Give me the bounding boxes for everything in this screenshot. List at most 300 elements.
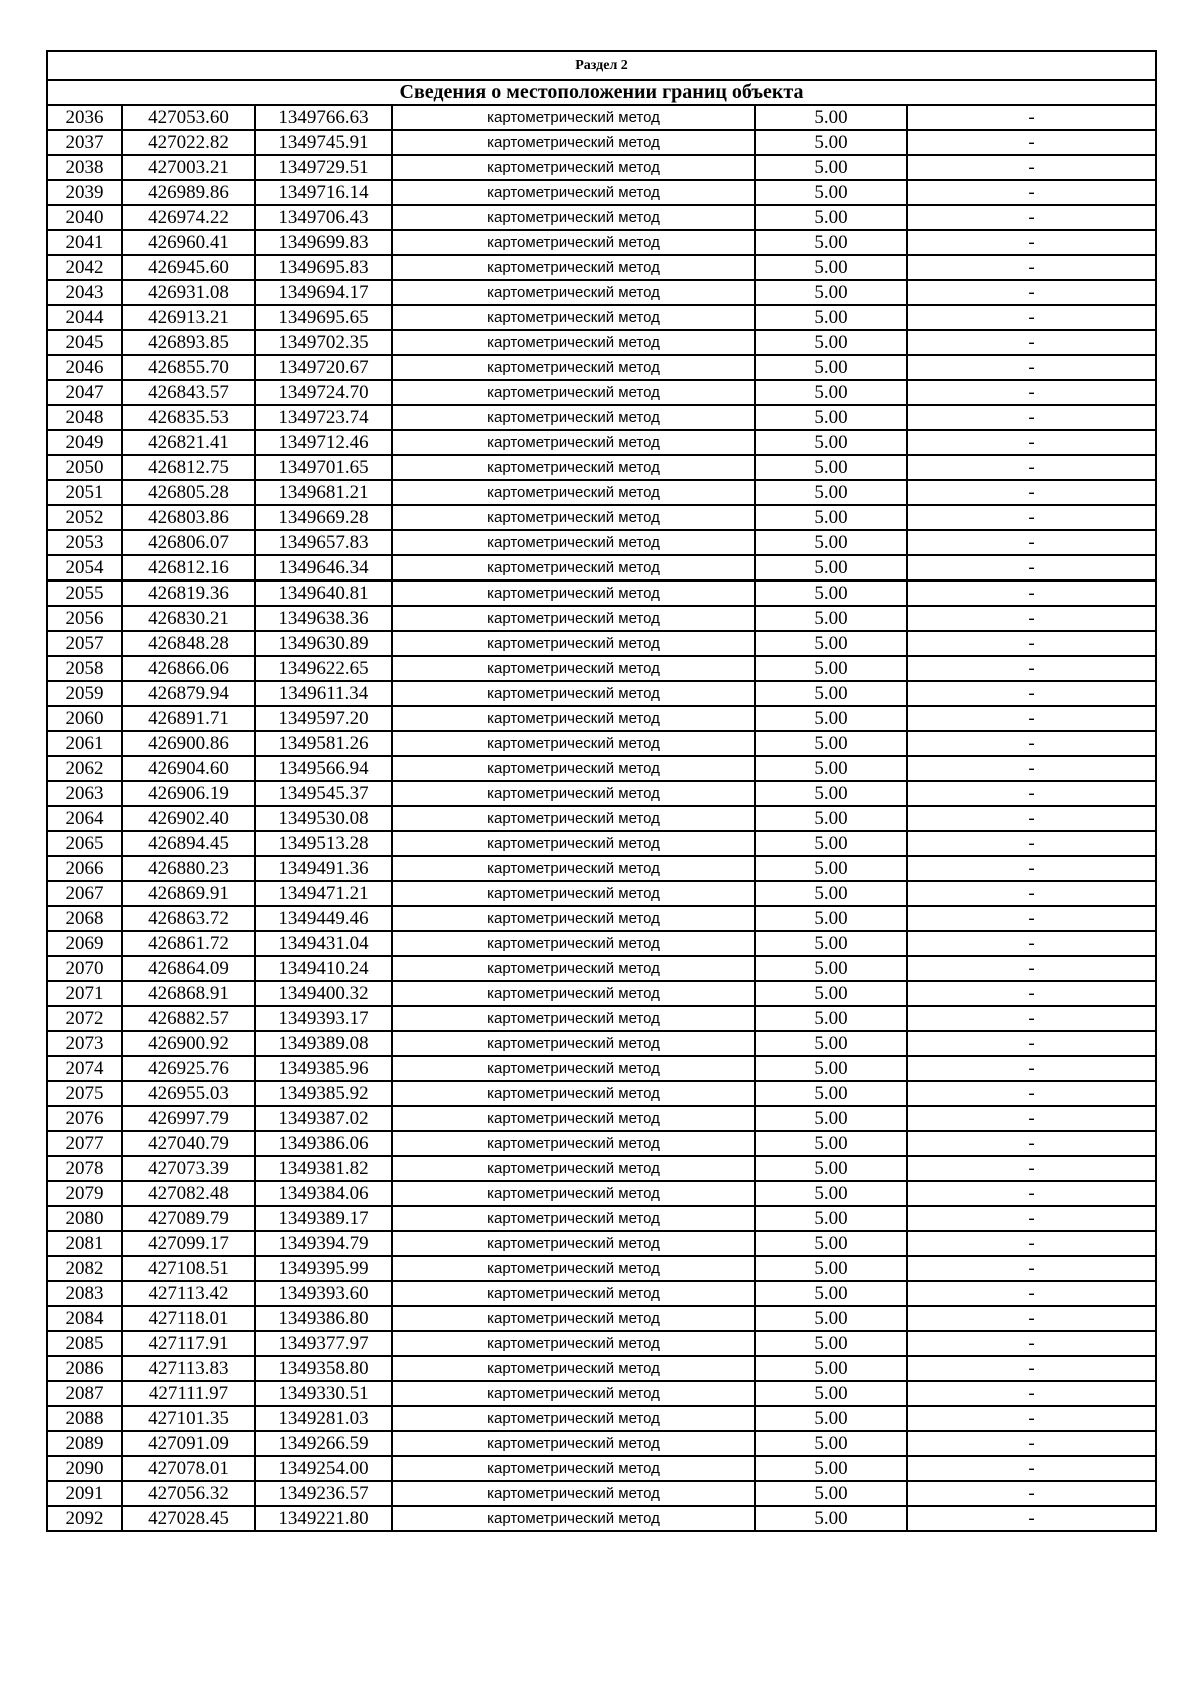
method-cell: картометрический метод bbox=[392, 380, 755, 405]
accuracy-cell: 5.00 bbox=[755, 631, 907, 656]
x-coordinate-cell: 426863.72 bbox=[122, 906, 255, 931]
y-coordinate-cell: 1349702.35 bbox=[255, 330, 392, 355]
table-row bbox=[47, 305, 1156, 330]
accuracy-cell: 5.00 bbox=[755, 1106, 907, 1131]
x-coordinate-cell: 426803.86 bbox=[122, 505, 255, 530]
note-cell: - bbox=[907, 155, 1156, 180]
x-coordinate-cell: 426989.86 bbox=[122, 180, 255, 205]
note-cell: - bbox=[907, 831, 1156, 856]
note-cell: - bbox=[907, 1156, 1156, 1181]
x-coordinate-cell: 426821.41 bbox=[122, 430, 255, 455]
y-coordinate-cell: 1349393.17 bbox=[255, 1006, 392, 1031]
y-coordinate-cell: 1349385.96 bbox=[255, 1056, 392, 1081]
table-row bbox=[47, 1031, 1156, 1056]
method-cell: картометрический метод bbox=[392, 706, 755, 731]
table-row bbox=[47, 330, 1156, 355]
point-number-cell: 2062 bbox=[47, 756, 122, 781]
note-cell: - bbox=[907, 355, 1156, 380]
point-number-cell: 2078 bbox=[47, 1156, 122, 1181]
table-row bbox=[47, 1281, 1156, 1306]
x-coordinate-cell: 427101.35 bbox=[122, 1406, 255, 1431]
accuracy-cell: 5.00 bbox=[755, 1281, 907, 1306]
method-cell: картометрический метод bbox=[392, 1356, 755, 1381]
x-coordinate-cell: 427108.51 bbox=[122, 1256, 255, 1281]
accuracy-cell: 5.00 bbox=[755, 1031, 907, 1056]
y-coordinate-cell: 1349701.65 bbox=[255, 455, 392, 480]
point-number-cell: 2061 bbox=[47, 731, 122, 756]
table-row bbox=[47, 480, 1156, 505]
title-row bbox=[47, 80, 1156, 105]
note-cell: - bbox=[907, 330, 1156, 355]
x-coordinate-cell: 427089.79 bbox=[122, 1206, 255, 1231]
table-row bbox=[47, 631, 1156, 656]
table-row bbox=[47, 355, 1156, 380]
table-row bbox=[47, 1431, 1156, 1456]
table-row bbox=[47, 906, 1156, 931]
method-cell: картометрический метод bbox=[392, 956, 755, 981]
y-coordinate-cell: 1349581.26 bbox=[255, 731, 392, 756]
table-row bbox=[47, 155, 1156, 180]
point-number-cell: 2042 bbox=[47, 255, 122, 280]
method-cell: картометрический метод bbox=[392, 505, 755, 530]
x-coordinate-cell: 426900.92 bbox=[122, 1031, 255, 1056]
note-cell: - bbox=[907, 1356, 1156, 1381]
accuracy-cell: 5.00 bbox=[755, 530, 907, 555]
table-row bbox=[47, 1006, 1156, 1031]
x-coordinate-cell: 427111.97 bbox=[122, 1381, 255, 1406]
accuracy-cell: 5.00 bbox=[755, 1306, 907, 1331]
x-coordinate-cell: 427053.60 bbox=[122, 105, 255, 130]
x-coordinate-cell: 426931.08 bbox=[122, 280, 255, 305]
point-number-cell: 2050 bbox=[47, 455, 122, 480]
method-cell: картометрический метод bbox=[392, 430, 755, 455]
note-cell: - bbox=[907, 1031, 1156, 1056]
y-coordinate-cell: 1349266.59 bbox=[255, 1431, 392, 1456]
method-cell: картометрический метод bbox=[392, 1406, 755, 1431]
method-cell: картометрический метод bbox=[392, 1081, 755, 1106]
accuracy-cell: 5.00 bbox=[755, 230, 907, 255]
method-cell: картометрический метод bbox=[392, 230, 755, 255]
x-coordinate-cell: 427113.83 bbox=[122, 1356, 255, 1381]
x-coordinate-cell: 427022.82 bbox=[122, 130, 255, 155]
table-row bbox=[47, 731, 1156, 756]
y-coordinate-cell: 1349695.65 bbox=[255, 305, 392, 330]
accuracy-cell: 5.00 bbox=[755, 831, 907, 856]
x-coordinate-cell: 427117.91 bbox=[122, 1331, 255, 1356]
y-coordinate-cell: 1349471.21 bbox=[255, 881, 392, 906]
y-coordinate-cell: 1349281.03 bbox=[255, 1406, 392, 1431]
method-cell: картометрический метод bbox=[392, 806, 755, 831]
point-number-cell: 2058 bbox=[47, 656, 122, 681]
method-cell: картометрический метод bbox=[392, 330, 755, 355]
point-number-cell: 2037 bbox=[47, 130, 122, 155]
note-cell: - bbox=[907, 981, 1156, 1006]
note-cell: - bbox=[907, 1256, 1156, 1281]
accuracy-cell: 5.00 bbox=[755, 906, 907, 931]
table-row bbox=[47, 1131, 1156, 1156]
table-row bbox=[47, 105, 1156, 130]
point-number-cell: 2074 bbox=[47, 1056, 122, 1081]
note-cell: - bbox=[907, 1006, 1156, 1031]
y-coordinate-cell: 1349566.94 bbox=[255, 756, 392, 781]
note-cell: - bbox=[907, 756, 1156, 781]
table-row bbox=[47, 806, 1156, 831]
note-cell: - bbox=[907, 305, 1156, 330]
accuracy-cell: 5.00 bbox=[755, 931, 907, 956]
point-number-cell: 2046 bbox=[47, 355, 122, 380]
x-coordinate-cell: 426843.57 bbox=[122, 380, 255, 405]
table-row bbox=[47, 530, 1156, 555]
table-row bbox=[47, 1106, 1156, 1131]
point-number-cell: 2069 bbox=[47, 931, 122, 956]
point-number-cell: 2072 bbox=[47, 1006, 122, 1031]
point-number-cell: 2088 bbox=[47, 1406, 122, 1431]
accuracy-cell: 5.00 bbox=[755, 205, 907, 230]
accuracy-cell: 5.00 bbox=[755, 1406, 907, 1431]
note-cell: - bbox=[907, 1131, 1156, 1156]
table-row bbox=[47, 1331, 1156, 1356]
accuracy-cell: 5.00 bbox=[755, 656, 907, 681]
method-cell: картометрический метод bbox=[392, 480, 755, 505]
method-cell: картометрический метод bbox=[392, 631, 755, 656]
note-cell: - bbox=[907, 430, 1156, 455]
x-coordinate-cell: 426882.57 bbox=[122, 1006, 255, 1031]
accuracy-cell: 5.00 bbox=[755, 1231, 907, 1256]
method-cell: картометрический метод bbox=[392, 1331, 755, 1356]
y-coordinate-cell: 1349699.83 bbox=[255, 230, 392, 255]
note-cell: - bbox=[907, 1206, 1156, 1231]
accuracy-cell: 5.00 bbox=[755, 806, 907, 831]
y-coordinate-cell: 1349724.70 bbox=[255, 380, 392, 405]
method-cell: картометрический метод bbox=[392, 581, 755, 607]
section-header-row bbox=[47, 51, 1156, 80]
note-cell: - bbox=[907, 1506, 1156, 1531]
accuracy-cell: 5.00 bbox=[755, 305, 907, 330]
point-number-cell: 2090 bbox=[47, 1456, 122, 1481]
accuracy-cell: 5.00 bbox=[755, 1081, 907, 1106]
y-coordinate-cell: 1349389.17 bbox=[255, 1206, 392, 1231]
accuracy-cell: 5.00 bbox=[755, 731, 907, 756]
method-cell: картометрический метод bbox=[392, 1231, 755, 1256]
note-cell: - bbox=[907, 631, 1156, 656]
method-cell: картометрический метод bbox=[392, 756, 755, 781]
table-row bbox=[47, 255, 1156, 280]
accuracy-cell: 5.00 bbox=[755, 405, 907, 430]
table-row bbox=[47, 656, 1156, 681]
table-row bbox=[47, 981, 1156, 1006]
y-coordinate-cell: 1349330.51 bbox=[255, 1381, 392, 1406]
accuracy-cell: 5.00 bbox=[755, 130, 907, 155]
y-coordinate-cell: 1349386.06 bbox=[255, 1131, 392, 1156]
accuracy-cell: 5.00 bbox=[755, 1506, 907, 1531]
y-coordinate-cell: 1349706.43 bbox=[255, 205, 392, 230]
point-number-cell: 2036 bbox=[47, 105, 122, 130]
accuracy-cell: 5.00 bbox=[755, 430, 907, 455]
method-cell: картометрический метод bbox=[392, 681, 755, 706]
x-coordinate-cell: 427099.17 bbox=[122, 1231, 255, 1256]
method-cell: картометрический метод bbox=[392, 1056, 755, 1081]
y-coordinate-cell: 1349221.80 bbox=[255, 1506, 392, 1531]
table-title: Сведения о местоположении границ объекта bbox=[47, 80, 1156, 105]
y-coordinate-cell: 1349630.89 bbox=[255, 631, 392, 656]
y-coordinate-cell: 1349381.82 bbox=[255, 1156, 392, 1181]
point-number-cell: 2053 bbox=[47, 530, 122, 555]
table-row bbox=[47, 581, 1156, 607]
method-cell: картометрический метод bbox=[392, 1031, 755, 1056]
method-cell: картометрический метод bbox=[392, 981, 755, 1006]
y-coordinate-cell: 1349622.65 bbox=[255, 656, 392, 681]
note-cell: - bbox=[907, 405, 1156, 430]
table-row bbox=[47, 1381, 1156, 1406]
table-row bbox=[47, 1406, 1156, 1431]
x-coordinate-cell: 426866.06 bbox=[122, 656, 255, 681]
method-cell: картометрический метод bbox=[392, 305, 755, 330]
note-cell: - bbox=[907, 781, 1156, 806]
method-cell: картометрический метод bbox=[392, 405, 755, 430]
method-cell: картометрический метод bbox=[392, 180, 755, 205]
note-cell: - bbox=[907, 230, 1156, 255]
point-number-cell: 2089 bbox=[47, 1431, 122, 1456]
method-cell: картометрический метод bbox=[392, 1281, 755, 1306]
accuracy-cell: 5.00 bbox=[755, 706, 907, 731]
table-row bbox=[47, 230, 1156, 255]
method-cell: картометрический метод bbox=[392, 555, 755, 581]
x-coordinate-cell: 426906.19 bbox=[122, 781, 255, 806]
point-number-cell: 2059 bbox=[47, 681, 122, 706]
note-cell: - bbox=[907, 1081, 1156, 1106]
note-cell: - bbox=[907, 505, 1156, 530]
accuracy-cell: 5.00 bbox=[755, 505, 907, 530]
point-number-cell: 2092 bbox=[47, 1506, 122, 1531]
y-coordinate-cell: 1349377.97 bbox=[255, 1331, 392, 1356]
method-cell: картометрический метод bbox=[392, 1206, 755, 1231]
x-coordinate-cell: 426812.75 bbox=[122, 455, 255, 480]
note-cell: - bbox=[907, 1481, 1156, 1506]
y-coordinate-cell: 1349410.24 bbox=[255, 956, 392, 981]
y-coordinate-cell: 1349723.74 bbox=[255, 405, 392, 430]
accuracy-cell: 5.00 bbox=[755, 1181, 907, 1206]
y-coordinate-cell: 1349384.06 bbox=[255, 1181, 392, 1206]
table-row bbox=[47, 1256, 1156, 1281]
note-cell: - bbox=[907, 205, 1156, 230]
point-number-cell: 2065 bbox=[47, 831, 122, 856]
point-number-cell: 2077 bbox=[47, 1131, 122, 1156]
table-row bbox=[47, 606, 1156, 631]
x-coordinate-cell: 427082.48 bbox=[122, 1181, 255, 1206]
y-coordinate-cell: 1349530.08 bbox=[255, 806, 392, 831]
note-cell: - bbox=[907, 1431, 1156, 1456]
note-cell: - bbox=[907, 130, 1156, 155]
note-cell: - bbox=[907, 1406, 1156, 1431]
table-row bbox=[47, 781, 1156, 806]
x-coordinate-cell: 427078.01 bbox=[122, 1456, 255, 1481]
x-coordinate-cell: 427028.45 bbox=[122, 1506, 255, 1531]
note-cell: - bbox=[907, 881, 1156, 906]
accuracy-cell: 5.00 bbox=[755, 606, 907, 631]
x-coordinate-cell: 426861.72 bbox=[122, 931, 255, 956]
table-row bbox=[47, 1056, 1156, 1081]
x-coordinate-cell: 426812.16 bbox=[122, 555, 255, 581]
y-coordinate-cell: 1349712.46 bbox=[255, 430, 392, 455]
note-cell: - bbox=[907, 255, 1156, 280]
accuracy-cell: 5.00 bbox=[755, 1356, 907, 1381]
method-cell: картометрический метод bbox=[392, 931, 755, 956]
point-number-cell: 2068 bbox=[47, 906, 122, 931]
y-coordinate-cell: 1349638.36 bbox=[255, 606, 392, 631]
method-cell: картометрический метод bbox=[392, 1131, 755, 1156]
y-coordinate-cell: 1349385.92 bbox=[255, 1081, 392, 1106]
method-cell: картометрический метод bbox=[392, 906, 755, 931]
accuracy-cell: 5.00 bbox=[755, 756, 907, 781]
table-row bbox=[47, 756, 1156, 781]
table-row bbox=[47, 956, 1156, 981]
x-coordinate-cell: 426945.60 bbox=[122, 255, 255, 280]
accuracy-cell: 5.00 bbox=[755, 355, 907, 380]
x-coordinate-cell: 426864.09 bbox=[122, 956, 255, 981]
note-cell: - bbox=[907, 581, 1156, 607]
method-cell: картометрический метод bbox=[392, 130, 755, 155]
point-number-cell: 2048 bbox=[47, 405, 122, 430]
table-row bbox=[47, 681, 1156, 706]
point-number-cell: 2064 bbox=[47, 806, 122, 831]
y-coordinate-cell: 1349400.32 bbox=[255, 981, 392, 1006]
x-coordinate-cell: 427040.79 bbox=[122, 1131, 255, 1156]
table-row bbox=[47, 505, 1156, 530]
table-row bbox=[47, 881, 1156, 906]
y-coordinate-cell: 1349681.21 bbox=[255, 480, 392, 505]
table-row bbox=[47, 831, 1156, 856]
note-cell: - bbox=[907, 1331, 1156, 1356]
table-row bbox=[47, 1206, 1156, 1231]
point-number-cell: 2057 bbox=[47, 631, 122, 656]
accuracy-cell: 5.00 bbox=[755, 881, 907, 906]
y-coordinate-cell: 1349393.60 bbox=[255, 1281, 392, 1306]
y-coordinate-cell: 1349657.83 bbox=[255, 530, 392, 555]
method-cell: картометрический метод bbox=[392, 1256, 755, 1281]
x-coordinate-cell: 426902.40 bbox=[122, 806, 255, 831]
note-cell: - bbox=[907, 606, 1156, 631]
y-coordinate-cell: 1349597.20 bbox=[255, 706, 392, 731]
x-coordinate-cell: 427113.42 bbox=[122, 1281, 255, 1306]
point-number-cell: 2038 bbox=[47, 155, 122, 180]
x-coordinate-cell: 426806.07 bbox=[122, 530, 255, 555]
note-cell: - bbox=[907, 1381, 1156, 1406]
note-cell: - bbox=[907, 731, 1156, 756]
accuracy-cell: 5.00 bbox=[755, 380, 907, 405]
x-coordinate-cell: 426960.41 bbox=[122, 230, 255, 255]
method-cell: картометрический метод bbox=[392, 1181, 755, 1206]
x-coordinate-cell: 426894.45 bbox=[122, 831, 255, 856]
accuracy-cell: 5.00 bbox=[755, 681, 907, 706]
point-number-cell: 2082 bbox=[47, 1256, 122, 1281]
method-cell: картометрический метод bbox=[392, 530, 755, 555]
y-coordinate-cell: 1349386.80 bbox=[255, 1306, 392, 1331]
point-number-cell: 2055 bbox=[47, 581, 122, 607]
note-cell: - bbox=[907, 706, 1156, 731]
table-row bbox=[47, 1231, 1156, 1256]
point-number-cell: 2052 bbox=[47, 505, 122, 530]
accuracy-cell: 5.00 bbox=[755, 1456, 907, 1481]
note-cell: - bbox=[907, 180, 1156, 205]
y-coordinate-cell: 1349766.63 bbox=[255, 105, 392, 130]
y-coordinate-cell: 1349720.67 bbox=[255, 355, 392, 380]
x-coordinate-cell: 426848.28 bbox=[122, 631, 255, 656]
y-coordinate-cell: 1349513.28 bbox=[255, 831, 392, 856]
table-row bbox=[47, 380, 1156, 405]
point-number-cell: 2063 bbox=[47, 781, 122, 806]
point-number-cell: 2087 bbox=[47, 1381, 122, 1406]
method-cell: картометрический метод bbox=[392, 455, 755, 480]
point-number-cell: 2083 bbox=[47, 1281, 122, 1306]
x-coordinate-cell: 426900.86 bbox=[122, 731, 255, 756]
coordinates-table bbox=[46, 50, 1157, 1532]
method-cell: картометрический метод bbox=[392, 731, 755, 756]
y-coordinate-cell: 1349431.04 bbox=[255, 931, 392, 956]
x-coordinate-cell: 427118.01 bbox=[122, 1306, 255, 1331]
accuracy-cell: 5.00 bbox=[755, 280, 907, 305]
point-number-cell: 2067 bbox=[47, 881, 122, 906]
accuracy-cell: 5.00 bbox=[755, 255, 907, 280]
x-coordinate-cell: 426893.85 bbox=[122, 330, 255, 355]
note-cell: - bbox=[907, 480, 1156, 505]
x-coordinate-cell: 426955.03 bbox=[122, 1081, 255, 1106]
point-number-cell: 2047 bbox=[47, 380, 122, 405]
note-cell: - bbox=[907, 906, 1156, 931]
accuracy-cell: 5.00 bbox=[755, 480, 907, 505]
method-cell: картометрический метод bbox=[392, 1106, 755, 1131]
table-row bbox=[47, 130, 1156, 155]
accuracy-cell: 5.00 bbox=[755, 555, 907, 581]
y-coordinate-cell: 1349694.17 bbox=[255, 280, 392, 305]
x-coordinate-cell: 426913.21 bbox=[122, 305, 255, 330]
y-coordinate-cell: 1349394.79 bbox=[255, 1231, 392, 1256]
point-number-cell: 2044 bbox=[47, 305, 122, 330]
method-cell: картометрический метод bbox=[392, 606, 755, 631]
x-coordinate-cell: 427003.21 bbox=[122, 155, 255, 180]
method-cell: картометрический метод bbox=[392, 280, 755, 305]
table-body bbox=[47, 51, 1156, 1531]
point-number-cell: 2073 bbox=[47, 1031, 122, 1056]
y-coordinate-cell: 1349491.36 bbox=[255, 856, 392, 881]
table-row bbox=[47, 931, 1156, 956]
x-coordinate-cell: 426819.36 bbox=[122, 581, 255, 607]
note-cell: - bbox=[907, 931, 1156, 956]
point-number-cell: 2041 bbox=[47, 230, 122, 255]
method-cell: картометрический метод bbox=[392, 656, 755, 681]
note-cell: - bbox=[907, 1181, 1156, 1206]
method-cell: картометрический метод bbox=[392, 1431, 755, 1456]
accuracy-cell: 5.00 bbox=[755, 1331, 907, 1356]
note-cell: - bbox=[907, 280, 1156, 305]
point-number-cell: 2070 bbox=[47, 956, 122, 981]
note-cell: - bbox=[907, 555, 1156, 581]
x-coordinate-cell: 426879.94 bbox=[122, 681, 255, 706]
method-cell: картометрический метод bbox=[392, 205, 755, 230]
table-row bbox=[47, 405, 1156, 430]
note-cell: - bbox=[907, 380, 1156, 405]
point-number-cell: 2049 bbox=[47, 430, 122, 455]
method-cell: картометрический метод bbox=[392, 105, 755, 130]
accuracy-cell: 5.00 bbox=[755, 105, 907, 130]
x-coordinate-cell: 426904.60 bbox=[122, 756, 255, 781]
y-coordinate-cell: 1349716.14 bbox=[255, 180, 392, 205]
method-cell: картометрический метод bbox=[392, 155, 755, 180]
accuracy-cell: 5.00 bbox=[755, 455, 907, 480]
x-coordinate-cell: 426869.91 bbox=[122, 881, 255, 906]
point-number-cell: 2060 bbox=[47, 706, 122, 731]
method-cell: картометрический метод bbox=[392, 355, 755, 380]
note-cell: - bbox=[907, 856, 1156, 881]
